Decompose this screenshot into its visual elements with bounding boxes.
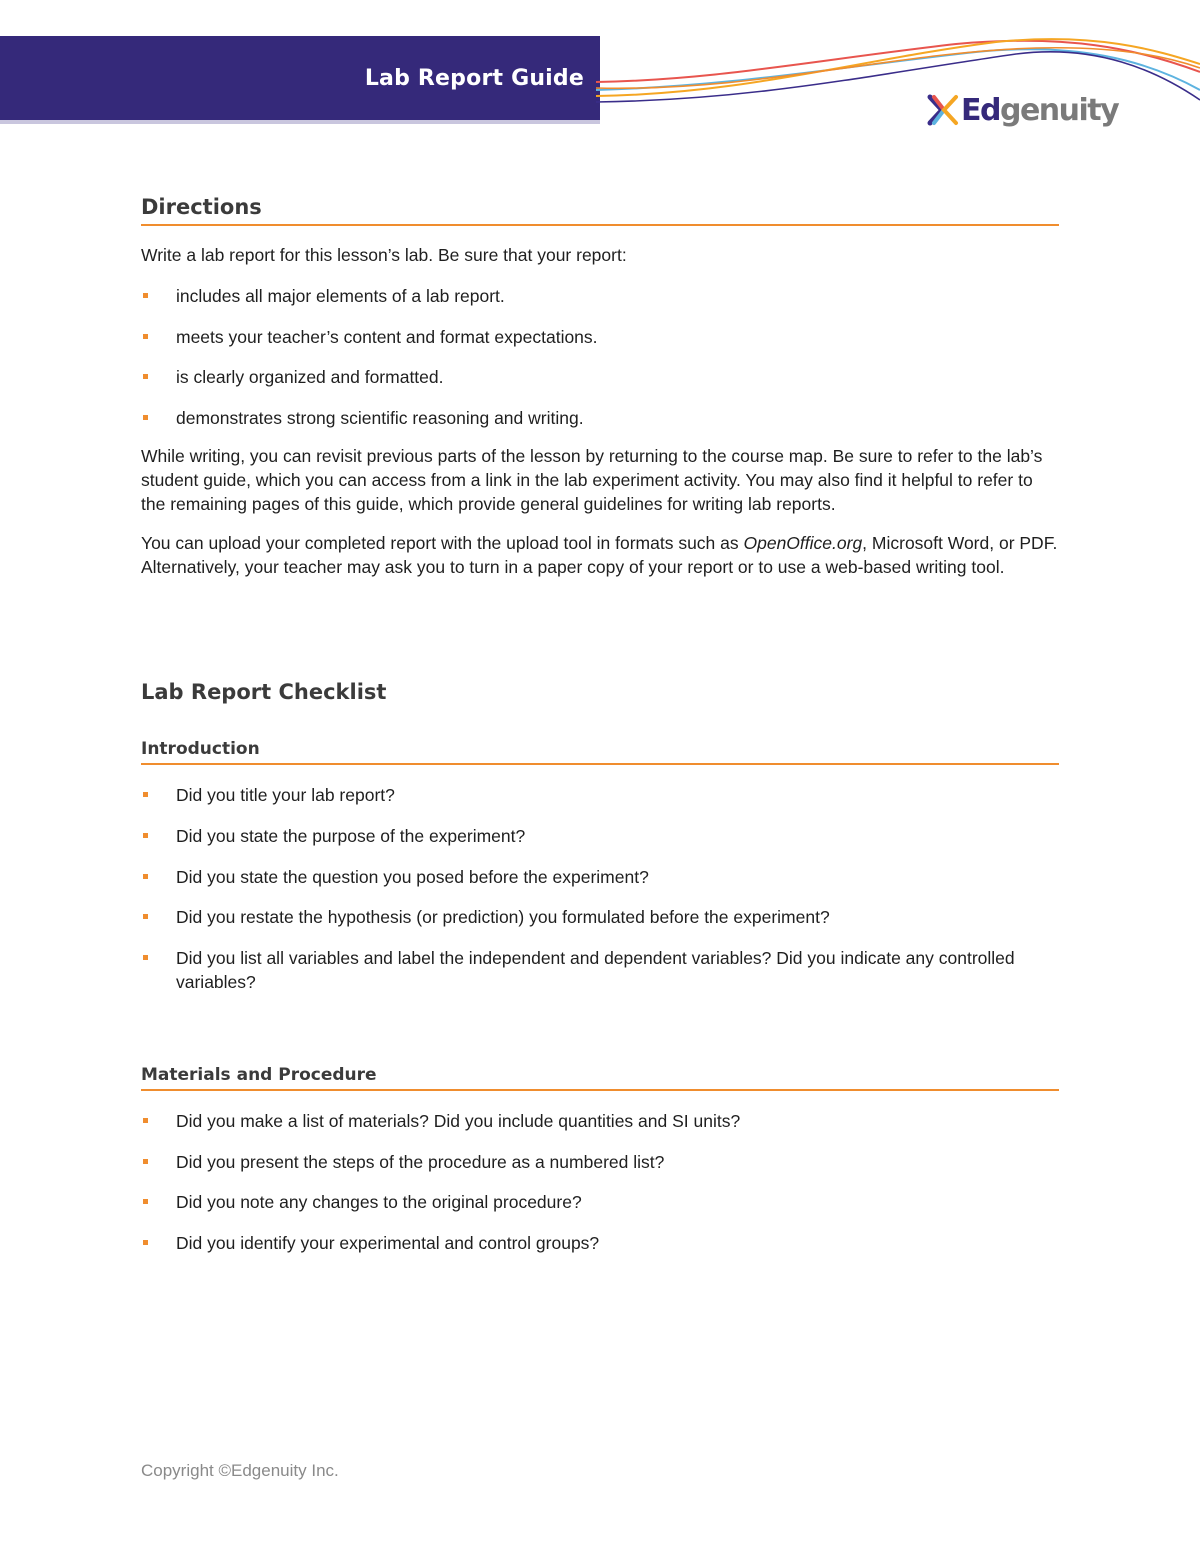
directions-list (141, 284, 1059, 430)
list-item: is clearly organized and formatted. (141, 365, 1059, 389)
list-item: Did you present the steps of the procedure as a numbered list? (141, 1150, 1059, 1174)
list-item: Did you restate the hypothesis (or prediction) you formulated before the experiment? (141, 905, 1059, 929)
document-title: Lab Report Guide (364, 66, 584, 91)
list-item: includes all major elements of a lab report. (141, 284, 1059, 308)
directions-heading: Directions (141, 195, 262, 219)
list-item: Did you note any changes to the original procedure? (141, 1190, 1059, 1214)
introduction-list (141, 783, 1059, 994)
edgenuity-x-icon (926, 93, 960, 127)
section-divider (141, 763, 1059, 765)
header-banner (0, 36, 600, 124)
list-item: Did you title your lab report? (141, 783, 1059, 807)
directions-paragraph: While writing, you can revisit previous parts of the lesson by returning to the course map. Be sure to refer to the lab’s student guide, which you can access from a link in the lab experiment activity. You may also find it helpful to refer to the remaining pages of this guide, which provide general guidelines for writing lab reports. (141, 446, 1043, 514)
list-item: meets your teacher’s content and format expectations. (141, 325, 1059, 349)
directions-intro: Write a lab report for this lesson’s lab. Be sure that your report: (141, 245, 627, 265)
materials-section (141, 1065, 1059, 1255)
checklist-section (141, 680, 1059, 704)
logo-wordmark: Edgenuity (961, 92, 1119, 128)
list-item: demonstrates strong scientific reasoning and writing. (141, 406, 1059, 430)
list-item: Did you state the question you posed before the experiment? (141, 865, 1059, 889)
directions-section (141, 195, 1059, 579)
list-item: Did you state the purpose of the experiment? (141, 824, 1059, 848)
section-divider (141, 1089, 1059, 1091)
list-item: Did you list all variables and label the independent and dependent variables? Did you indicate any controlled variables? (141, 946, 1059, 994)
copyright-footer: Copyright ©Edgenuity Inc. (141, 1461, 339, 1480)
materials-list (141, 1109, 1059, 1255)
introduction-section (141, 739, 1059, 994)
list-item: Did you make a list of materials? Did you include quantities and SI units? (141, 1109, 1059, 1133)
materials-heading: Materials and Procedure (141, 1065, 377, 1085)
upload-paragraph: You can upload your completed report with the upload tool in formats such as OpenOffice.org, Microsoft Word, or PDF. Alternatively, your teacher may ask you to turn in a paper copy of your report or to use a web-based writing tool. (141, 533, 1058, 577)
list-item: Did you identify your experimental and control groups? (141, 1231, 1059, 1255)
introduction-heading: Introduction (141, 739, 260, 759)
section-divider (141, 224, 1059, 226)
checklist-heading: Lab Report Checklist (141, 680, 387, 704)
edgenuity-logo (926, 92, 1118, 128)
